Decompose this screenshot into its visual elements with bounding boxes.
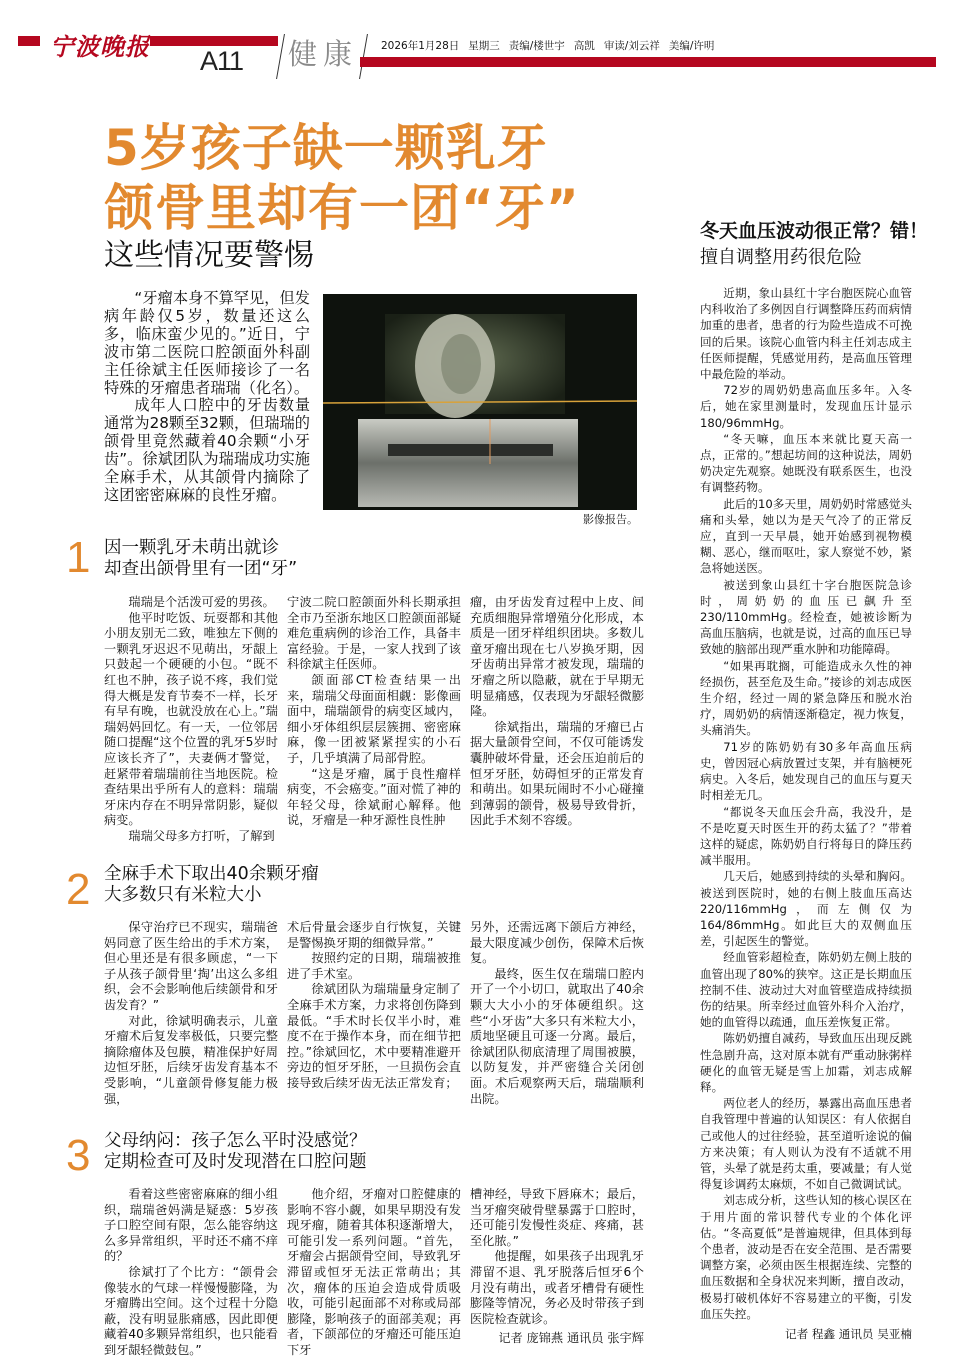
headline <box>104 118 580 238</box>
paragraph: “如果再耽搁，可能造成永久性的神经损伤，甚至危及生命。”接诊的刘志成医生介绍，经过一周的紧急降压和脱水治疗，周奶奶的病情逐渐稳定，视力恢复，头痛消失。 <box>700 658 912 738</box>
section-number: 3 <box>66 1131 91 1180</box>
section-heading-line: 因一颗乳牙未萌出就诊 <box>104 538 279 558</box>
paragraph: 徐斌团队为瑞瑞量身定制了全麻手术方案，力求将创伤降到最低。“手术时长仅半小时，难度不在于操作本身，而在细节把控。”徐斌回忆，术中要精准避开旁边的恒牙牙胚，一旦损伤会直接导致后续牙齿无法正常发育； <box>287 982 461 1090</box>
intro-text <box>104 290 310 505</box>
headline-line: 颌骨里却有一团“牙” <box>104 179 580 237</box>
ct-scan-photo <box>323 294 637 510</box>
editor-2: 高凯 <box>573 40 595 52</box>
paragraph: 他平时吃饭、玩耍都和其他小朋友别无二致，唯独左下侧的一颗乳牙迟迟不见萌出，牙龈上只鼓起一个硬硬的小包。“既不红也不肿，孩子说不疼，我们觉得大概是发育节奏不一样，长牙有早有晚，也就没放在心上。”瑞瑞妈妈回忆。有一天，一位邻居随口提醒“这个位置的乳牙5岁时应该长齐了”，夫妻俩才警觉，赶紧带着瑞瑞前往当地医院。检查结果出乎所有人的意料：瑞瑞牙床内存在不明异常阴影，疑似病变。 <box>104 610 278 828</box>
paragraph: 最终，医生仅在瑞瑞口腔内开了一个小切口，就取出了40余颗大大小小的牙体硬组织。这些“小牙齿”大多只有米粒大小，质地坚硬且可逐一分离。最后，徐斌团队彻底清理了周围被膜，以防复发，并严密缝合关闭创面。术后观察两天后，瑞瑞顺利出院。 <box>470 966 644 1106</box>
newspaper-logo: 宁波晚报 <box>50 32 150 61</box>
text-column <box>470 920 644 1107</box>
section-number: 2 <box>66 865 91 914</box>
paragraph: 71岁的陈奶奶有30多年高血压病史，曾因冠心病放置过支架，并有脑梗死病史。入冬后，她发现自己的血压与夏天时相差无几。 <box>700 739 912 803</box>
masthead-bar <box>150 36 278 46</box>
section-name: 健康 <box>288 37 359 71</box>
section-heading-line: 定期检查可及时发现潜在口腔问题 <box>104 1152 367 1172</box>
paragraph: 近期，象山县红十字台胞医院心血管内科收治了多例因自行调整降压药而病情加重的患者，患者的行为险些造成不可挽回的后果。该院心血管内科主任刘志成主任医师提醒，凭感觉用药，是高血压管理中最危险的举动。 <box>700 286 912 382</box>
paragraph: 保守治疗已不现实，瑞瑞爸妈同意了医生给出的手术方案，但心里还是有很多顾虑，“一下子从孩子颌骨里‘掏’出这么多组织，会不会影响他后续颌骨和牙齿发育？” <box>104 920 278 1012</box>
text-column <box>104 1187 278 1359</box>
weekday: 星期三 <box>468 40 500 52</box>
section-heading-line: 大多数只有米粒大小 <box>104 885 262 905</box>
masthead-bar-right <box>360 57 936 67</box>
masthead-bar-left <box>18 36 40 46</box>
paragraph: 颌面部CT检查结果一出来，瑞瑞父母面面相觑：影像画面中，瑞瑞颌骨的病变区域内，细小牙体组织层层簇拥、密密麻麻，像一团被紧紧捏实的小石子，几乎填满了局部骨腔。 <box>287 672 461 765</box>
paragraph: “都说冬天血压会升高，我没升，是不是吃夏天时医生开的药太猛了？”带着这样的疑虑，陈奶奶自行将每日的降压药减半服用。 <box>700 804 912 868</box>
paragraph: 被送到象山县红十字台胞医院急诊时，周奶奶的血压已飙升至230/110mmHg。经检查，她被诊断为高血压脑病，也就是说，过高的血压已导致她的脑部出现严重水肿和功能障碍。 <box>700 577 912 657</box>
side-headline: 冬天血压波动很正常？错！ <box>700 220 929 242</box>
paragraph: 他介绍，牙瘤对口腔健康的影响不容小觑，如果早期没有发现牙瘤，随着其体积逐渐增大，可能引发一系列问题。“首先，牙瘤会占据颌骨空间，导致乳牙滞留或恒牙无法正常萌出；其次，瘤体的压迫会造成骨质吸收，可能引起面部不对称或局部膨隆，影响孩子的面部美观；再者，下颌部位的牙瘤还可能压迫下牙 <box>287 1187 461 1357</box>
dateline <box>381 38 723 53</box>
paragraph: 陈奶奶擅自减药，导致血压出现反跳性急剧升高，这对原本就有严重动脉粥样硬化的血管无疑是雪上加霜，刘志成解释。 <box>700 1031 912 1094</box>
paragraph: 经血管彩超检查，陈奶奶左侧上肢的血管出现了80%的狭窄。这正是长期血压控制不佳、波动过大对血管壁造成持续损伤的结果。所幸经过血管外科介入治疗，她的血管得以疏通，血压差恢复正常。 <box>700 950 912 1030</box>
side-subheadline: 擅自调整用药很危险 <box>700 247 862 268</box>
paragraph: “冬天嘛，血压本来就比夏天高一点，正常的。”想起坊间的这种说法，周奶奶决定先观察。她既没有联系医生，也没有调整药物。 <box>700 431 912 495</box>
paragraph: 看着这些密密麻麻的细小组织，瑞瑞爸妈满是疑惑：5岁孩子口腔空间有限，怎么能容纳这么多异常组织，平时还不痛不痒的？ <box>104 1187 278 1264</box>
paragraph: 瑞瑞是个活泼可爱的男孩。 <box>128 595 275 609</box>
paragraph: 另外，还需远离下颌后方神经，最大限度减少创伤，保障术后恢复。 <box>470 920 644 966</box>
subheadline: 这些情况要警惕 <box>104 238 314 273</box>
paragraph: 成年人口腔中的牙齿数量通常为28颗至32颗，但瑞瑞的颌骨里竟然藏着40余颗“小牙齿”。徐斌团队为瑞瑞成功实施全麻手术，从其颌骨内摘除了这团密密麻麻的良性牙瘤。 <box>104 396 310 504</box>
text-column <box>287 595 461 829</box>
byline: 记者 庞锦燕 通讯员 张宇辉 <box>498 1331 644 1346</box>
paragraph: 徐斌指出，瑞瑞的牙瘤已占据大量颌骨空间，不仅可能诱发囊肿破坏骨量，还会压迫前后的恒牙牙胚，妨碍恒牙的正常发育和萌出。如果玩闹时不小心碰撞到薄弱的颌骨，极易导致骨折，因此手术刻不容缓。 <box>470 719 644 828</box>
page-number: A11 <box>200 46 244 76</box>
paragraph: 术后骨量会逐步自行恢复，关键是警惕换牙期的细微异常。” <box>287 920 461 950</box>
text-column <box>287 1187 461 1359</box>
paragraph: 72岁的周奶奶患高血压多年。入冬后，她在家里测量时，发现血压计显示180/96mmHg。 <box>700 383 912 430</box>
text-column <box>470 1187 644 1347</box>
paragraph: 瘤，由牙齿发育过程中上皮、间充质细胞异常增殖分化形成，本质是一团牙样组织团块。多数儿童牙瘤出现在七八岁换牙期，因牙齿萌出异常才被发现，瑞瑞的牙瘤之所以隐蔽，就在于早期无明显痛感，仅表现为牙龈轻微膨隆。 <box>470 595 644 719</box>
section-heading-line: 父母纳闷：孩子怎么平时没感觉？ <box>104 1131 367 1151</box>
text-column <box>104 595 278 845</box>
section-heading <box>104 1131 367 1173</box>
text-column <box>104 920 278 1107</box>
section-heading-line: 全麻手术下取出40余颗牙瘤 <box>104 864 319 884</box>
ct-scan-image <box>323 294 637 510</box>
section-heading <box>104 864 319 906</box>
section-heading-line: 却查出颌骨里有一团“牙” <box>104 559 298 579</box>
paragraph: “这是牙瘤，属于良性瘤样病变，不会癌变。”面对慌了神的年轻父母，徐斌耐心解释。他说，牙瘤是一种牙源性良性肿 <box>287 766 461 828</box>
headline-line: 5岁孩子缺一颗乳牙 <box>104 119 548 177</box>
editor: 责编/楼世宇 <box>508 40 565 52</box>
paragraph: 槽神经，导致下唇麻木；最后，当牙瘤突破骨壁暴露于口腔时，还可能引发慢性炎症、疼痛，甚至化脓。” <box>470 1187 644 1248</box>
paragraph: 两位老人的经历，暴露出高血压患者自我管理中普遍的认知误区：有人依据自己或他人的过往经验，甚至道听途说的偏方来决策；有人则认为没有不适就不用管，头晕了就是药太重，要减量；有人觉得复诊调药太麻烦，不如自己微调试试。 <box>700 1096 912 1192</box>
paragraph: 几天后，她感到持续的头晕和胸闷。被送到医院时，她的右侧上肢血压高达220/116mmHg，而左侧仅为164/86mmHg。如此巨大的双侧血压差，引起医生的警觉。 <box>700 869 912 949</box>
paragraph: 刘志成分析，这些认知的核心误区在于用片面的常识替代专业的个体化评估。“冬高夏低”是普遍规律，但具体到每个患者，波动是否在安全范围、是否需要调整方案，必须由医生根据连续、完整的血压数据和全身状况来判断，擅自改动，极易打破机体好不容易建立的平衡，引发血压失控。 <box>700 1193 912 1321</box>
section-number: 1 <box>66 533 91 582</box>
proofreader: 审读/刘云祥 <box>603 40 660 52</box>
paragraph: “牙瘤本身不算罕见，但发病年龄仅5岁，数量还这么多，临床蛮少见的。”近日，宁波市第二医院口腔颌面外科副主任徐斌主任医师接诊了一名特殊的牙瘤患者瑞瑞（化名）。 <box>104 289 310 397</box>
date: 2026年1月28日 <box>381 40 460 52</box>
paragraph: 按照约定的日期，瑞瑞被推进了手术室。 <box>287 951 461 981</box>
byline: 记者 程鑫 通讯员 吴亚楠 <box>785 1327 912 1341</box>
text-column <box>470 595 644 829</box>
paragraph: 瑞瑞父母多方打听，了解到 <box>128 828 275 843</box>
paragraph: 徐斌打了个比方：“颌骨会像装水的气球一样慢慢膨隆，为牙瘤腾出空间。这个过程十分隐蔽，没有明显胀痛感，因此即便藏着40多颗异常组织，也只能看到牙龈轻微鼓包。” <box>104 1264 278 1357</box>
paragraph: 他提醒，如果孩子出现乳牙滞留不退、乳牙脱落后恒牙6个月没有萌出，或者牙槽骨有硬性膨隆等情况，务必及时带孩子到医院检查就诊。 <box>470 1249 644 1326</box>
paragraph: 宁波二院口腔颌面外科长期承担全市乃至浙东地区口腔颌面部疑难危重病例的诊治工作，具备丰富经验。于是，一家人找到了该科徐斌主任医师。 <box>287 595 461 672</box>
text-column <box>287 920 461 1092</box>
section-heading <box>104 538 297 580</box>
side-article-body <box>700 285 912 1342</box>
designer: 美编/许明 <box>668 40 715 52</box>
paragraph: 对此，徐斌明确表示，儿童牙瘤术后复发率极低，只要完整摘除瘤体及包膜，精准保护好周边恒牙胚，后续牙齿发育基本不受影响，“儿童颌骨修复能力极强， <box>104 1013 278 1106</box>
paragraph: 此后的10多天里，周奶奶时常感觉头痛和头晕，她以为是天气冷了的正常反应，直到一天早晨，她开始感到视物模糊、恶心，继而呕吐，家人察觉不妙，紧急将她送医。 <box>700 496 912 576</box>
photo-caption: 影像报告。 <box>583 513 638 526</box>
